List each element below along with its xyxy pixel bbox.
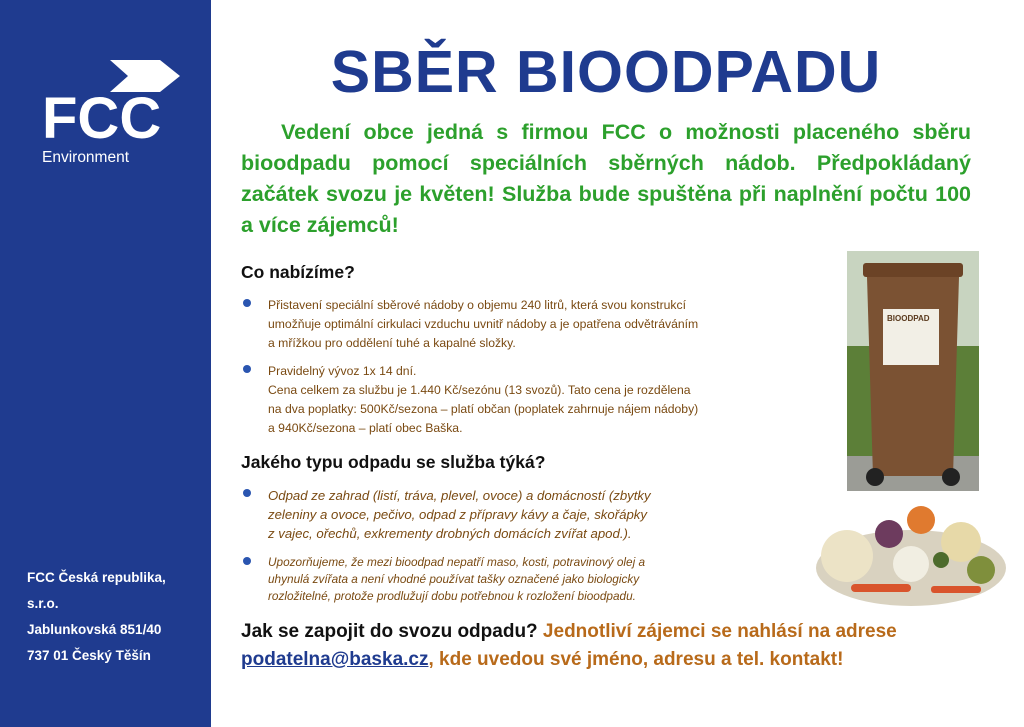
company-address xyxy=(27,565,166,669)
list-item: Odpad ze zahrad (listí, tráva, plevel, ovoce) a domácností (zbytky zeleniny a ovoce, pečivo, odpad z přípravy kávy a čaje, skořápky z vajec, ořechů, exkrementy drobných domácích zvířat apod.). xyxy=(241,486,651,543)
address-line: 737 01 Český Těšín xyxy=(27,648,151,663)
fcc-logo xyxy=(40,48,185,168)
bin-label: BIOODPAD xyxy=(887,314,930,323)
main-content xyxy=(211,0,1024,727)
bullet-icon xyxy=(243,557,251,565)
address-line: FCC Česká republika, xyxy=(27,570,166,585)
list-item: Přistavení speciální sběrové nádoby o objemu 240 litrů, která svou konstrukcí umožňuje optimální cirkulaci vzduchu uvnitř nádoby a je opatřena odvětráváním a mřížkou pro oddělení tuhé a kapalné složky. xyxy=(241,296,698,353)
offer-heading: Co nabízíme? xyxy=(241,262,355,282)
bio-bin-image xyxy=(847,251,979,491)
bullet-icon xyxy=(243,365,251,373)
contact-answer-start: Jednotliví zájemci se nahlásí na adrese xyxy=(537,621,897,642)
address-line: s.r.o. xyxy=(27,596,59,611)
waste-list xyxy=(241,486,651,605)
intro-text: Vedení obce jedná s firmou FCC o možnosti placeného sběru bioodpadu pomocí speciálních sběrných nádob. Předpokládaný začátek svozu je květen! Služba bude spuštěna při naplnění počtu 100 a více zájemců! xyxy=(241,120,971,237)
offer-list xyxy=(241,296,698,438)
bullet-icon xyxy=(243,299,251,307)
email-link[interactable]: podatelna@baska.cz xyxy=(241,649,429,670)
list-item: Upozorňujeme, že mezi bioodpad nepatří maso, kosti, potravinový olej a uhynulá zvířata a není vhodné používat tašky označené jako biologicky rozložitelné, protože prodlužují dobu potřebnou k rozložení bioodpadu. xyxy=(241,554,651,605)
logo-subtitle: Environment xyxy=(42,149,130,166)
page-title: SBĚR BIOODPADU xyxy=(330,39,882,105)
bullet-icon xyxy=(243,489,251,497)
list-item: Pravidelný vývoz 1x 14 dní. Cena celkem za službu je 1.440 Kč/sezónu (13 svozů). Tato cena je rozdělena na dva poplatky: 500Kč/sezona – platí občan (poplatek zahrnuje nájem nádoby) a 940Kč/sezona – platí obec Baška. xyxy=(241,362,698,438)
address-line: Jablunkovská 851/40 xyxy=(27,622,162,637)
contact-question: Jak se zapojit do svozu odpadu? xyxy=(241,621,538,642)
food-scraps-image xyxy=(811,490,1011,610)
contact-answer-end: , kde uvedou své jméno, adresu a tel. kontakt! xyxy=(428,649,844,670)
waste-heading: Jakého typu odpadu se služba týká? xyxy=(241,452,546,472)
logo-text: FCC xyxy=(42,86,162,151)
sidebar xyxy=(0,0,211,727)
contact-info xyxy=(241,618,897,674)
